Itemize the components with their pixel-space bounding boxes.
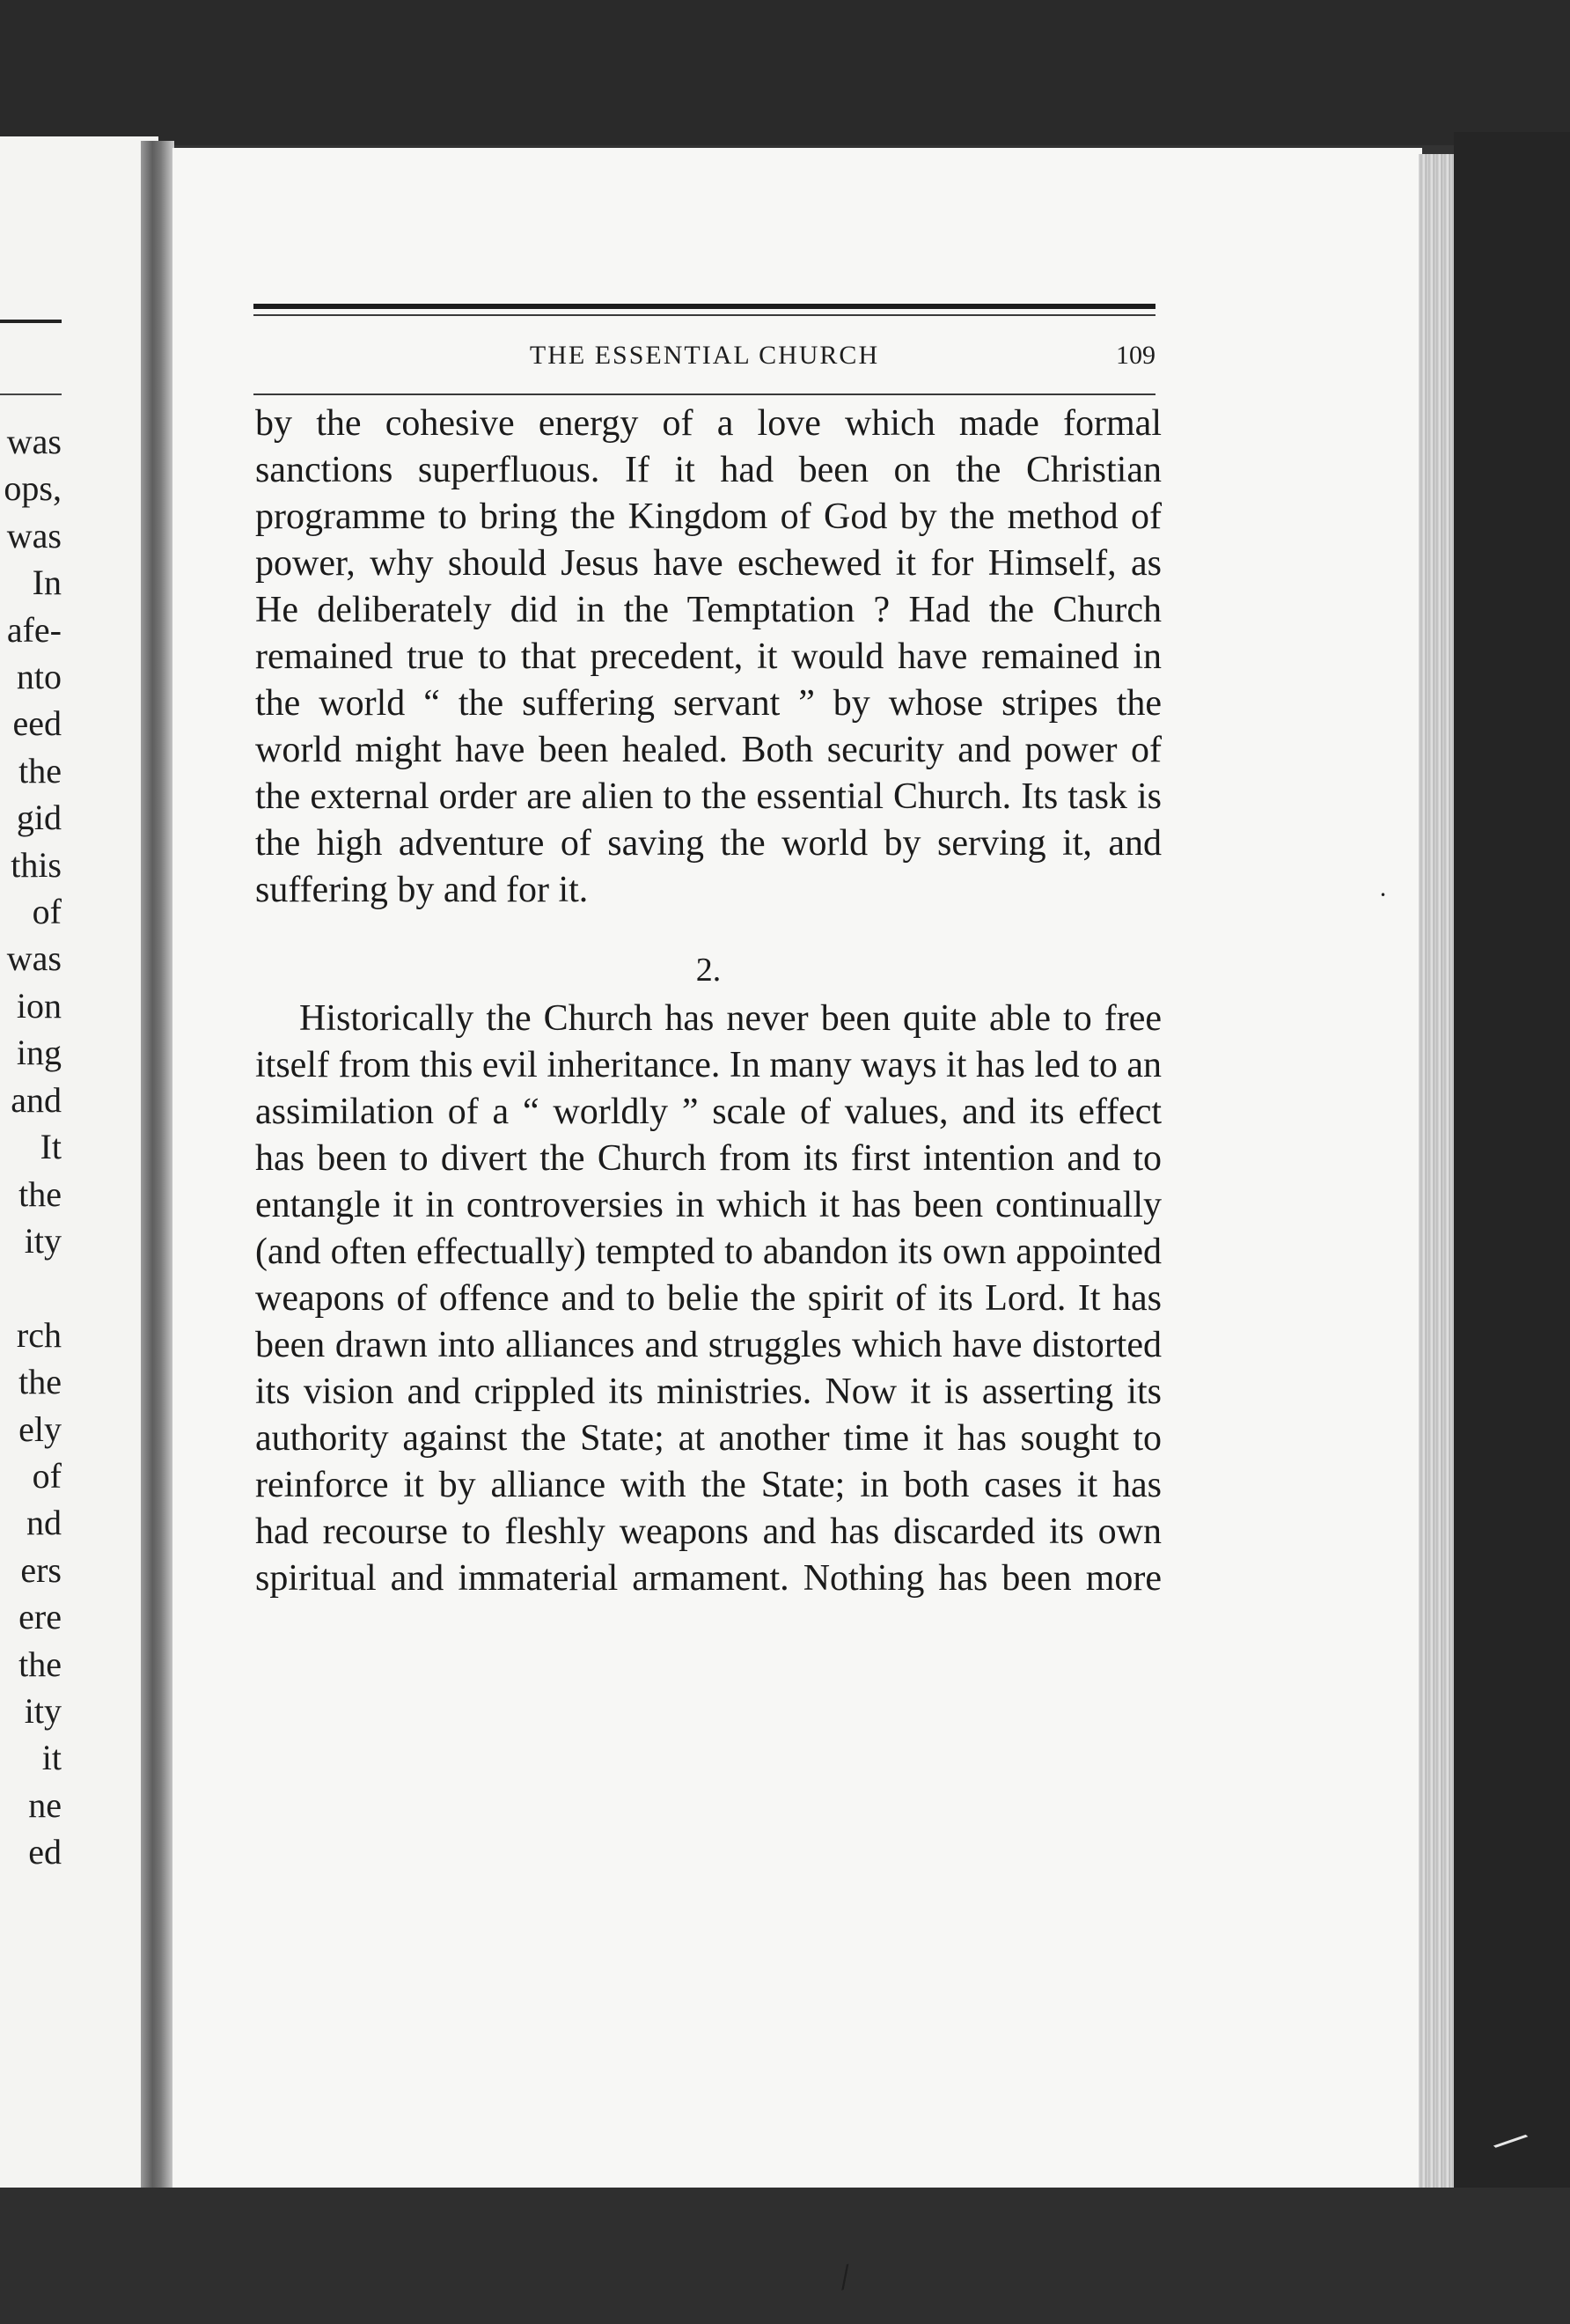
scan-speck: • — [1380, 889, 1387, 901]
left-page-fragment: ity — [24, 1220, 62, 1261]
scan-background-top — [0, 0, 1570, 145]
left-page-fragment: nd — [26, 1503, 62, 1543]
body-text — [255, 401, 1162, 1602]
scan-background-right — [1454, 132, 1570, 2324]
header-rule — [253, 304, 1155, 309]
section-number: 2. — [695, 952, 722, 989]
left-page-header-rule — [0, 320, 62, 323]
scan-background-bottom — [0, 2188, 1570, 2324]
left-page-fragment: was — [6, 422, 62, 461]
left-page-partial — [0, 136, 158, 2192]
left-page-fragment: the — [18, 1173, 62, 1214]
left-page-fragment: It — [40, 1127, 62, 1167]
paragraph: Historically the Church has never been quite able to free itself from this evil inheritance. In many ways it has led to an assimilation of a “ worldly ” scale of values, and its effect has been to divert the Church from its first intention and to entangle it in controversies in which it has been continually (and often effectually) tempted to abandon its own appointed weapons of offence and to belie the spirit of its Lord. It has been drawn into alliances and struggles which have distorted its vision and crippled its ministries. Now it is asserting its authority against the State; at another time it has sought to reinforce it by alliance with the State; in both cases it has had recourse to fleshly weapons and has discarded its own spiritual and immaterial armament. Nothing has been more — [255, 998, 1162, 1599]
left-page-fragment: ely — [18, 1408, 62, 1449]
left-page-fragment: ing — [16, 1033, 62, 1073]
left-page-fragment: ne — [28, 1784, 62, 1825]
scan-mark: ⁄ — [837, 2261, 855, 2296]
left-page-fragment: ed — [28, 1832, 62, 1872]
left-page-fragment: eed — [12, 703, 62, 744]
left-page-fragment: of — [32, 1455, 62, 1496]
left-page-fragment: rch — [16, 1314, 62, 1355]
left-page-fragment: ion — [16, 985, 62, 1026]
left-page-fragment: gid — [16, 798, 62, 838]
running-title: THE ESSENTIAL CHURCH — [529, 341, 880, 370]
left-page-fragment: afe- — [6, 609, 62, 650]
left-page-fragment: ers — [20, 1549, 62, 1590]
header-rule-thin — [253, 314, 1155, 316]
left-page-fragment — [4, 1264, 62, 1311]
page-number: 109 — [1116, 341, 1155, 370]
left-page-header-underline — [0, 393, 62, 395]
left-page-fragment: ops, — [4, 468, 62, 509]
left-page-text-fragments — [4, 418, 62, 1876]
header-underline — [253, 393, 1155, 395]
left-page-fragment: In — [32, 563, 62, 603]
left-page-fragment: was — [6, 938, 62, 979]
left-page-fragment: and — [11, 1079, 62, 1120]
running-head — [253, 337, 1155, 372]
left-page-fragment: the — [18, 1362, 62, 1402]
left-page-fragment: nto — [16, 657, 62, 697]
left-page-fragment: ity — [24, 1690, 62, 1731]
left-page-fragment: was — [6, 515, 62, 555]
book-gutter — [141, 141, 174, 2192]
left-page-fragment: ere — [18, 1597, 62, 1637]
paragraph: by the cohesive energy of a love which made formal sanctions superfluous. If it had been on the Christian programme to bring the Kingdom of God by the method of power, why should Jesus have eschewed it for Himself, as He deliberately did in the Temptation ? Had the Church remained true to that precedent, it would have remained in the world “ the suffering servant ” by whose stripes the world might have been healed. Both security and power of the external order are alien to the essential Church. Its task is the high adventure of saving the world by serving it, and suffering by and for it. — [255, 403, 1162, 910]
scan-mark: ⁄ — [1493, 2122, 1527, 2162]
left-page-fragment: it — [41, 1738, 62, 1778]
left-page-fragment: the — [18, 1644, 62, 1684]
left-page-fragment: the — [18, 750, 62, 791]
page-edges — [1419, 154, 1454, 2188]
left-page-fragment: of — [32, 892, 62, 932]
left-page-fragment: this — [11, 844, 62, 885]
